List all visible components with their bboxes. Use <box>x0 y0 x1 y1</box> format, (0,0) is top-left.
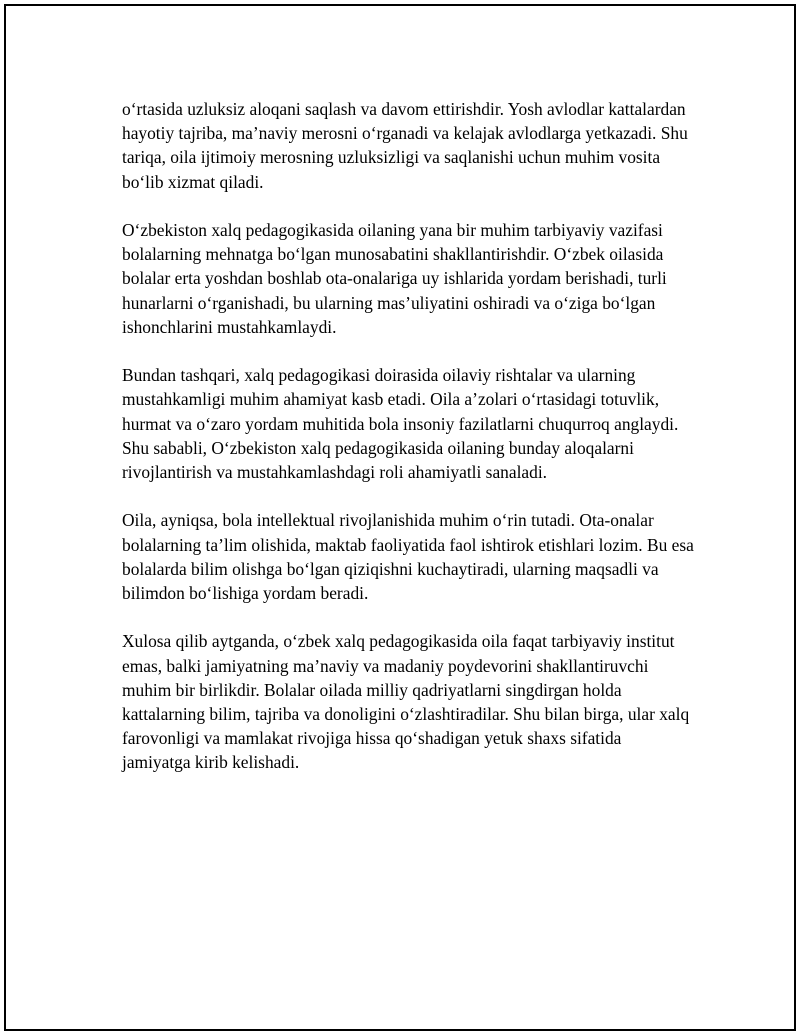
paragraph-family-ties: Bundan tashqari, xalq pedagogikasi doirasida oilaviy rishtalar va ularning mustahkamligi muhim ahamiyat kasb etadi. Oila aʼzolari oʻrtasidagi totuvlik, hurmat va oʻzaro yordam muhitida bola insoniy fazilatlarni chuqurroq anglaydi. Shu sababli, Oʻzbekiston xalq pedagogikasida oilaning bunday aloqalarni rivojlantirish va mustahkamlashdagi roli ahamiyatli sanaladi. <box>122 365 679 483</box>
paragraph-continuation: oʻrtasida uzluksiz aloqani saqlash va davom ettirishdir. Yosh avlodlar kattalardan hayotiy tajriba, maʼnaviy merosni oʻrganadi va kelajak avlodlarga yetkazadi. Shu tariqa, oila ijtimoiy merosning uzluksizligi va saqlanishi uchun muhim vosita boʻlib xizmat qiladi. <box>122 99 688 192</box>
paragraph-conclusion: Xulosa qilib aytganda, oʻzbek xalq pedagogikasida oila faqat tarbiyaviy institut emas, balki jamiyatning maʼnaviy va madaniy poydevorini shakllantiruvchi muhim bir birlikdir. Bolalar oilada milliy qadriyatlarni singdirgan holda kattalarning bilim, tajriba va donoligini oʻzlashtiradilar. Shu bilan birga, ular xalq farovonligi va mamlakat rivojiga hissa qoʻshadigan yetuk shaxs sifatida jamiyatga kirib kelishadi. <box>122 631 690 773</box>
paragraph-labor-upbringing: Oʻzbekiston xalq pedagogikasida oilaning yana bir muhim tarbiyaviy vazifasi bolalarning mehnatga boʻlgan munosabatini shakllantirishdir. Oʻzbek oilasida bolalar erta yoshdan boshlab ota-onalariga uy ishlarida yordam berishadi, turli hunarlarni oʻrganishadi, bu ularning masʼuliyatini oshiradi va oʻziga boʻlgan ishonchlarini mustahkamlaydi. <box>122 220 667 337</box>
page-frame <box>4 4 796 1031</box>
document-body <box>122 97 694 799</box>
paragraph-intellectual-development: Oila, ayniqsa, bola intellektual rivojlanishida muhim oʻrin tutadi. Ota-onalar bolalarning taʼlim olishida, maktab faoliyatida faol ishtirok etishlari lozim. Bu esa bolalarda bilim olishga boʻlgan qiziqishni kuchaytiradi, ularning maqsadli va bilimdon boʻlishiga yordam beradi. <box>122 510 694 604</box>
